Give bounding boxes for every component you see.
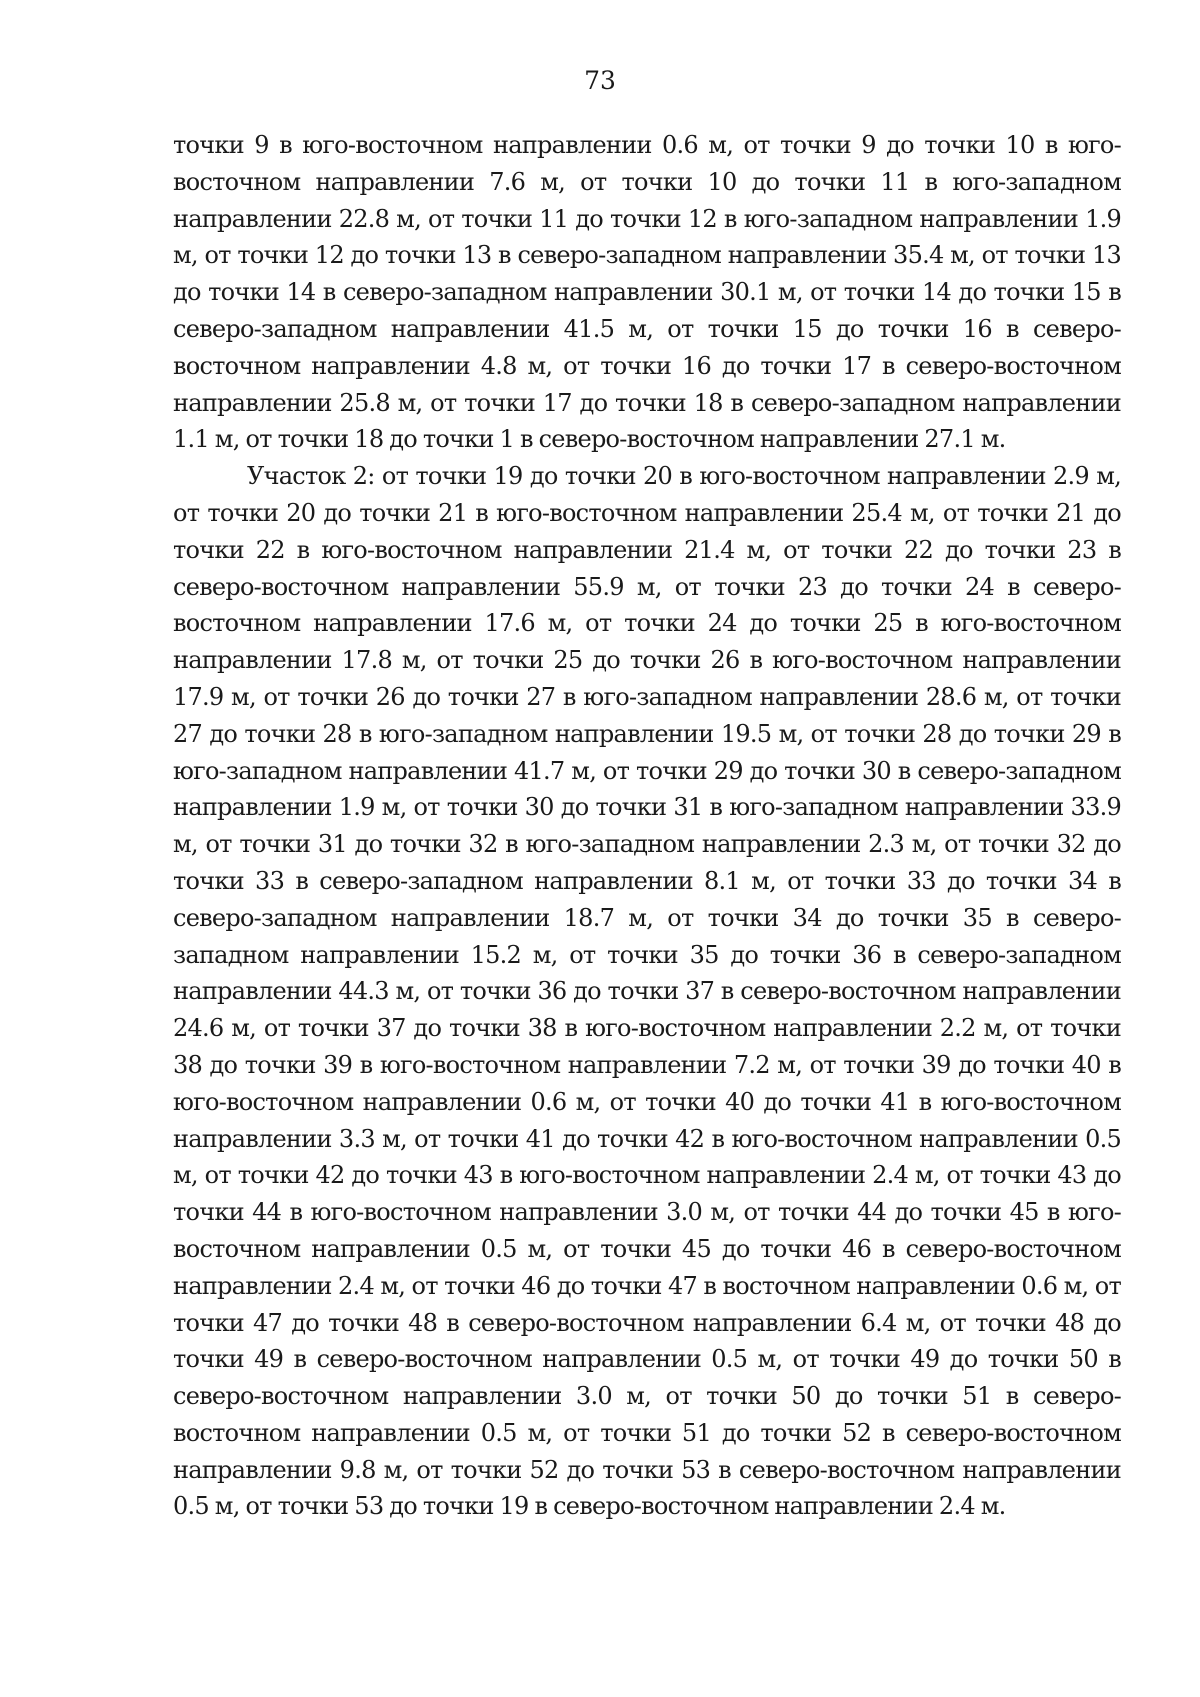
page-number: 73 xyxy=(584,66,616,95)
paragraph-plot-2: Участок 2: от точки 19 до точки 20 в юго-восточном направлении 2.9 м, от точки 20 до точки 21 в юго-восточном направлении 25.4 м, от точки 21 до точки 22 в юго-восточном направлении 21.4 м, от точки 22 до точки 23 в северо-восточном направлении 55.9 м, от точки 23 до точки 24 в северо-восточном направлении 17.6 м, от точки 24 до точки 25 в юго-восточном направлении 17.8 м, от точки 25 до точки 26 в юго-восточном направлении 17.9 м, от точки 26 до точки 27 в юго-западном направлении 28.6 м, от точки 27 до точки 28 в юго-западном направлении 19.5 м, от точки 28 до точки 29 в юго-западном направлении 41.7 м, от точки 29 до точки 30 в северо-западном направлении 1.9 м, от точки 30 до точки 31 в юго-западном направлении 33.9 м, от точки 31 до точки 32 в юго-западном направлении 2.3 м, от точки 32 до точки 33 в северо-западном направлении 8.1 м, от точки 33 до точки 34 в северо-западном направлении 18.7 м, от точки 34 до точки 35 в северо-западном направлении 15.2 м, от точки 35 до точки 36 в северо-западном направлении 44.3 м, от точки 36 до точки 37 в северо-восточном направлении 24.6 м, от точки 37 до точки 38 в юго-восточном направлении 2.2 м, от точки 38 до точки 39 в юго-восточном направлении 7.2 м, от точки 39 до точки 40 в юго-восточном направлении 0.6 м, от точки 40 до точки 41 в юго-восточном направлении 3.3 м, от точки 41 до точки 42 в юго-восточном направлении 0.5 м, от точки 42 до точки 43 в юго-восточном направлении 2.4 м, от точки 43 до точки 44 в юго-восточном направлении 3.0 м, от точки 44 до точки 45 в юго-восточном направлении 0.5 м, от точки 45 до точки 46 в северо-восточном направлении 2.4 м, от точки 46 до точки 47 в восточном направлении 0.6 м, от точки 47 до точки 48 в северо-восточном направлении 6.4 м, от точки 48 до точки 49 в северо-восточном направлении 0.5 м, от точки 49 до точки 50 в северо-восточном направлении 3.0 м, от точки 50 до точки 51 в северо-восточном направлении 0.5 м, от точки 51 до точки 52 в северо-восточном направлении 9.8 м, от точки 52 до точки 53 в северо-восточном направлении 0.5 м, от точки 53 до точки 19 в северо-восточном направлении 2.4 м. xyxy=(173,462,1121,1521)
paragraph-plot-1-continuation: точки 9 в юго-восточном направлении 0.6 м, от точки 9 до точки 10 в юго-восточном направлении 7.6 м, от точки 10 до точки 11 в юго-западном направлении 22.8 м, от точки 11 до точки 12 в юго-западном направлении 1.9 м, от точки 12 до точки 13 в северо-западном направлении 35.4 м, от точки 13 до точки 14 в северо-западном направлении 30.1 м, от точки 14 до точки 15 в северо-западном направлении 41.5 м, от точки 15 до точки 16 в северо-восточном направлении 4.8 м, от точки 16 до точки 17 в северо-восточном направлении 25.8 м, от точки 17 до точки 18 в северо-западном направлении 1.1 м, от точки 18 до точки 1 в северо-восточном направлении 27.1 м. xyxy=(173,131,1121,454)
document-body xyxy=(173,127,1121,1525)
